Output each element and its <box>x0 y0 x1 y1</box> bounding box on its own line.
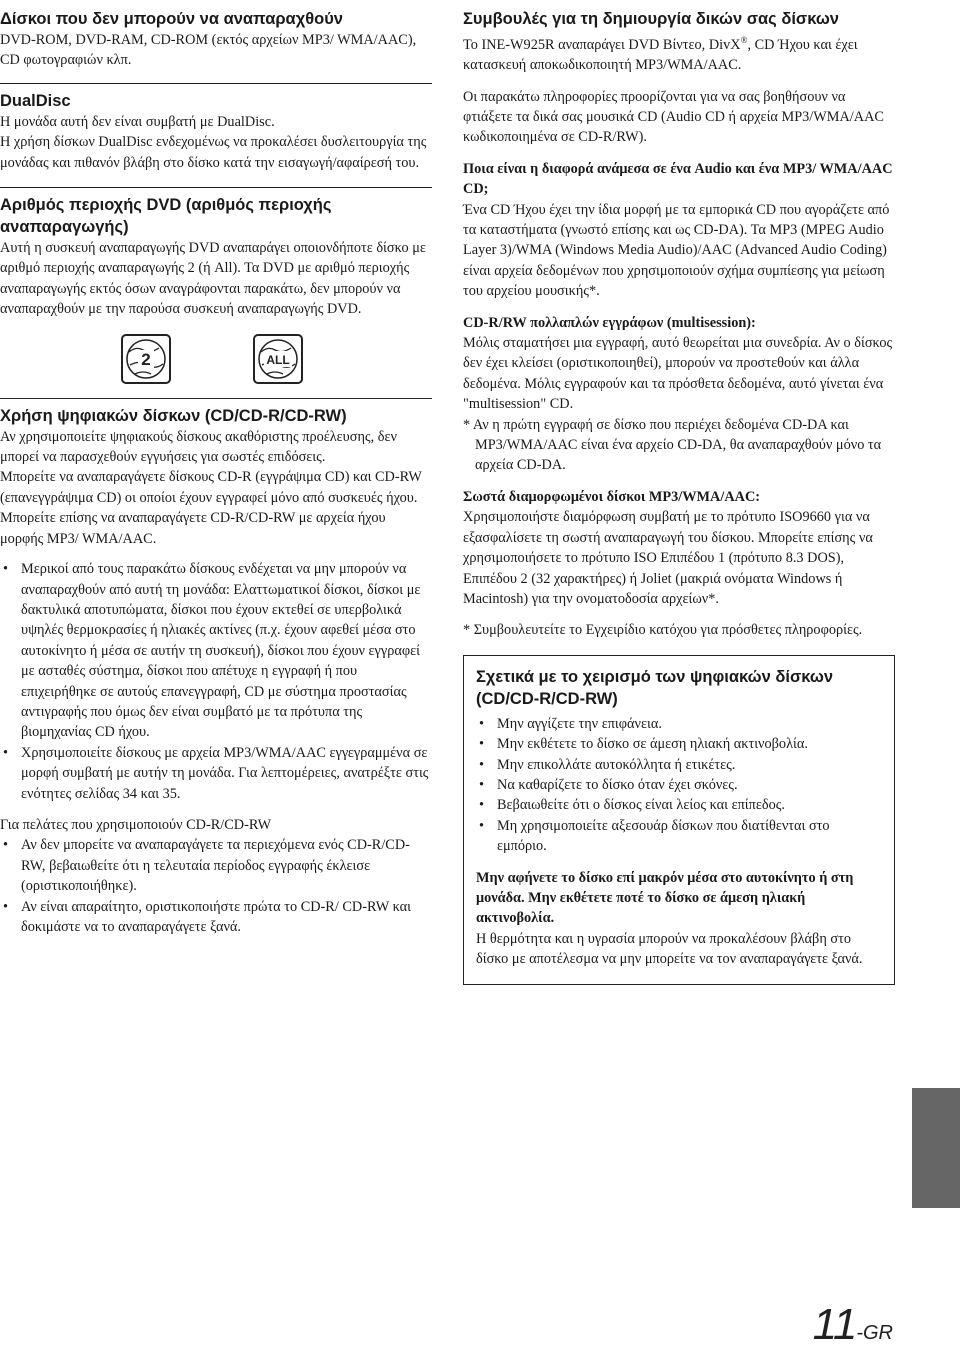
section-tips <box>463 4 895 641</box>
bullet-list <box>0 835 432 937</box>
section-unplayable-discs <box>0 4 432 71</box>
question: CD-R/RW πολλαπλών εγγράφων (multisession): <box>463 314 756 331</box>
paragraph: Η χρήση δίσκων DualDisc ενδεχομένως να προκαλέσει δυσλειτουργία της μονάδας και πιθανόν βλάβη στο δίσκο κατά την εισαγωγή/αφαίρεσή του. <box>0 134 427 171</box>
list-item: • Μερικοί από τους παρακάτω δίσκους ενδέχεται να μην μπορούν να αναπαραχθούν από αυτή τη μονάδα: Ελαττωματικοί δίσκοι, δίσκοι με δακτυλικά αποτυπώματα, δίσκοι που έχουν εκτεθεί σε υπερβολικά υψηλές θερμοκρασίες ή ηλιακές ακτίνες (π.χ. έχουν αφεθεί μέσα στο αυτοκίνητο ή μέσα σε αυτήν τη συσκευή), δίσκοι που έχουν εγγραφεί με ασταθές σύστημα, δίσκοι που απέτυχε η εγγραφή ή που επιχειρήθηκε σε αυτούς επανεγγραφή, CD με σύστημα προστασίας αντιγραφής που όμως δεν είναι συμβατό με τα πρότυπα της βιομηχανίας CD ήχου. <box>0 559 432 743</box>
section-dualdisc <box>0 83 432 173</box>
warning-text: Μην αφήνετε το δίσκο επί μακρόν μέσα στο αυτοκίνητο ή στη μονάδα. Μην εκθέτετε ποτέ το δίσκο σε άμεση ηλιακή ακτινοβολία. <box>476 869 854 927</box>
footnote: * Αν η πρώτη εγγραφή σε δίσκο που περιέχει δεδομένα CD-DA και MP3/WMA/AAC είναι ένα αρχείο CD-DA, θα αναπαραχθούν μόνο τα αρχεία CD-DA. <box>463 416 882 474</box>
list-item: • Να καθαρίζετε το δίσκο όταν έχει σκόνες. <box>476 775 882 795</box>
footnote: * Συμβουλευτείτε το Εγχειρίδιο κατόχου για πρόσθετες πληροφορίες. <box>463 622 863 639</box>
list-item: • Μην εκθέτετε το δίσκο σε άμεση ηλιακή ακτινοβολία. <box>476 734 882 754</box>
list-item: • Χρησιμοποιείτε δίσκους με αρχεία MP3/WMA/AAC εγγεγραμμένα σε μορφή συμβατή με αυτήν τη μονάδα. Για λεπτομέρειες, ανατρέξτε στις ενότητες σελίδας 34 και 35. <box>0 743 432 804</box>
region-all-globe-icon <box>253 334 303 384</box>
region-2-globe-icon <box>121 334 171 384</box>
region-logos <box>121 334 432 384</box>
page-number: 11-GR <box>812 1300 893 1349</box>
paragraph: Οι παρακάτω πληροφορίες προορίζονται για να σας βοηθήσουν να φτιάξετε τα δικά σας μουσικά CD (Audio CD ή αρχεία MP3/WMA/AAC κωδικοποιημένα σε CD-R/RW). <box>463 88 884 146</box>
section-title: DualDisc <box>0 91 71 110</box>
section-title: Σχετικά με το χειρισμό των ψηφιακών δίσκων (CD/CD-R/CD-RW) <box>476 667 834 708</box>
paragraph: Μόλις σταματήσει μια εγγραφή, αυτό θεωρείται μια συνεδρία. Αν ο δίσκος δεν έχει κλείσει (οριστικοποιηθεί), μπορούν να προστεθούν και άλλα δεδομένα. Μόλις εγγραφούν και τα πρόσθετα δεδομένα, αυτό γίνεται ένα "multisession" CD. <box>463 335 893 413</box>
handling-box <box>463 655 895 985</box>
list-item: • Μη χρησιμοποιείτε αξεσουάρ δίσκων που διατίθενται στο εμπόριο. <box>476 816 882 857</box>
bullet-list <box>0 559 432 804</box>
bullet-list <box>476 714 882 857</box>
paragraph: Αυτή η συσκευή αναπαραγωγής DVD αναπαράγει οποιονδήποτε δίσκο με αριθμό περιοχής αναπαραγωγής 2 (ή All). Τα DVD με αριθμό περιοχής αναπαραγωγής εκτός όσων αναγράφονται παρακάτω, δεν μπορούν να αναπαραχθούν με την παρούσα συσκευή αναπαραγωγής DVD. <box>0 240 426 318</box>
list-item: • Αν δεν μπορείτε να αναπαραγάγετε τα περιεχόμενα ενός CD-R/CD-RW, βεβαιωθείτε ότι η τελευταία περίοδος εγγραφής έκλεισε (οριστικοποιήθηκε). <box>0 835 432 896</box>
svg-text:2: 2 <box>141 349 151 369</box>
section-title: Δίσκοι που δεν μπορούν να αναπαραχθούν <box>0 10 343 28</box>
list-item: • Αν είναι απαραίτητο, οριστικοποιήστε πρώτα το CD-R/ CD-RW και δοκιμάστε να το αναπαραγάγετε ξανά. <box>0 897 432 938</box>
section-digital-discs <box>0 398 432 938</box>
section-title: Αριθμός περιοχής DVD (αριθμός περιοχής αναπαραγωγής) <box>0 196 332 237</box>
paragraph: Η μονάδα αυτή δεν είναι συμβατή με DualDisc. <box>0 113 275 130</box>
list-item: • Βεβαιωθείτε ότι ο δίσκος είναι λείος και επίπεδος. <box>476 795 882 815</box>
paragraph: Η θερμότητα και η υγρασία μπορούν να προκαλέσουν βλάβη στο δίσκο με αποτέλεσμα να μην μπορείτε να τον αναπαραγάγετε ξανά. <box>476 930 863 968</box>
question: Ποια είναι η διαφορά ανάμεσα σε ένα Audio και ένα MP3/ WMA/AAC CD; <box>463 160 893 198</box>
paragraph: Ένα CD Ήχου έχει την ίδια μορφή με τα εμπορικά CD που αγοράζετε από τα καταστήματα (γνωστό επίσης και ως CD-DA). Τα MP3 (MPEG Audio Layer 3)/WMA (Windows Media Audio)/AAC (Advanced Audio Coding) είναι αρχεία δεδομένων που χρησιμοποιούν σχήμα συμπίεσης για μείωση του αρχείου μουσικής*. <box>463 201 890 300</box>
paragraph: Αν χρησιμοποιείτε ψηφιακούς δίσκους ακαθόριστης προέλευσης, δεν μπορεί να παρασχεθούν εγγυήσεις για σωστές επιδόσεις. <box>0 428 397 466</box>
section-title: Συμβουλές για τη δημιουργία δικών σας δίσκων <box>463 10 839 28</box>
section-dvd-region <box>0 187 432 384</box>
svg-text:ALL: ALL <box>266 352 290 367</box>
question: Σωστά διαμορφωμένοι δίσκοι MP3/WMA/AAC: <box>463 488 761 505</box>
right-column <box>463 4 895 985</box>
paragraph: Για πελάτες που χρησιμοποιούν CD-R/CD-RW <box>0 816 272 833</box>
list-item: • Μην αγγίζετε την επιφάνεια. <box>476 714 882 734</box>
paragraph: DVD-ROM, DVD-RAM, CD-ROM (εκτός αρχείων MP3/ WMA/AAC), CD φωτογραφιών κλπ. <box>0 32 417 69</box>
paragraph: Το INE-W925R αναπαράγει DVD Βίντεο, DivX®, CD Ήχου και έχει κατασκευή αποκωδικοποιητή MP3/WMA/AAC. <box>463 35 858 74</box>
left-column <box>0 4 432 939</box>
section-title: Χρήση ψηφιακών δίσκων (CD/CD-R/CD-RW) <box>0 406 347 425</box>
paragraph: Χρησιμοποιήστε διαμόρφωση συμβατή με το πρότυπο ISO9660 για να εξασφαλίσετε τη σωστή αναπαραγωγή του δίσκου. Μπορείτε επίσης να χρησιμοποιήσετε το πρότυπο ISO Επιπέδου 1 (πρότυπο 8.3 DOS), Επιπέδου 2 (32 χαρακτήρες) ή Joliet (μακριά ονόματα Windows ή Macintosh) για την ονοματοδοσία αρχείων*. <box>463 509 873 607</box>
list-item: • Μην επικολλάτε αυτοκόλλητα ή ετικέτες. <box>476 755 882 775</box>
chapter-tab <box>912 1088 960 1208</box>
paragraph: Μπορείτε να αναπαραγάγετε δίσκους CD-R (εγγράψιμα CD) και CD-RW (επανεγγράψιμα CD) οι οποίοι έχουν εγγραφεί μόνο από συσκευές ήχου. Μπορείτε επίσης να αναπαραγάγετε CD-R/CD-RW με αρχεία ήχου μορφής MP3/ WMA/AAC. <box>0 469 422 547</box>
